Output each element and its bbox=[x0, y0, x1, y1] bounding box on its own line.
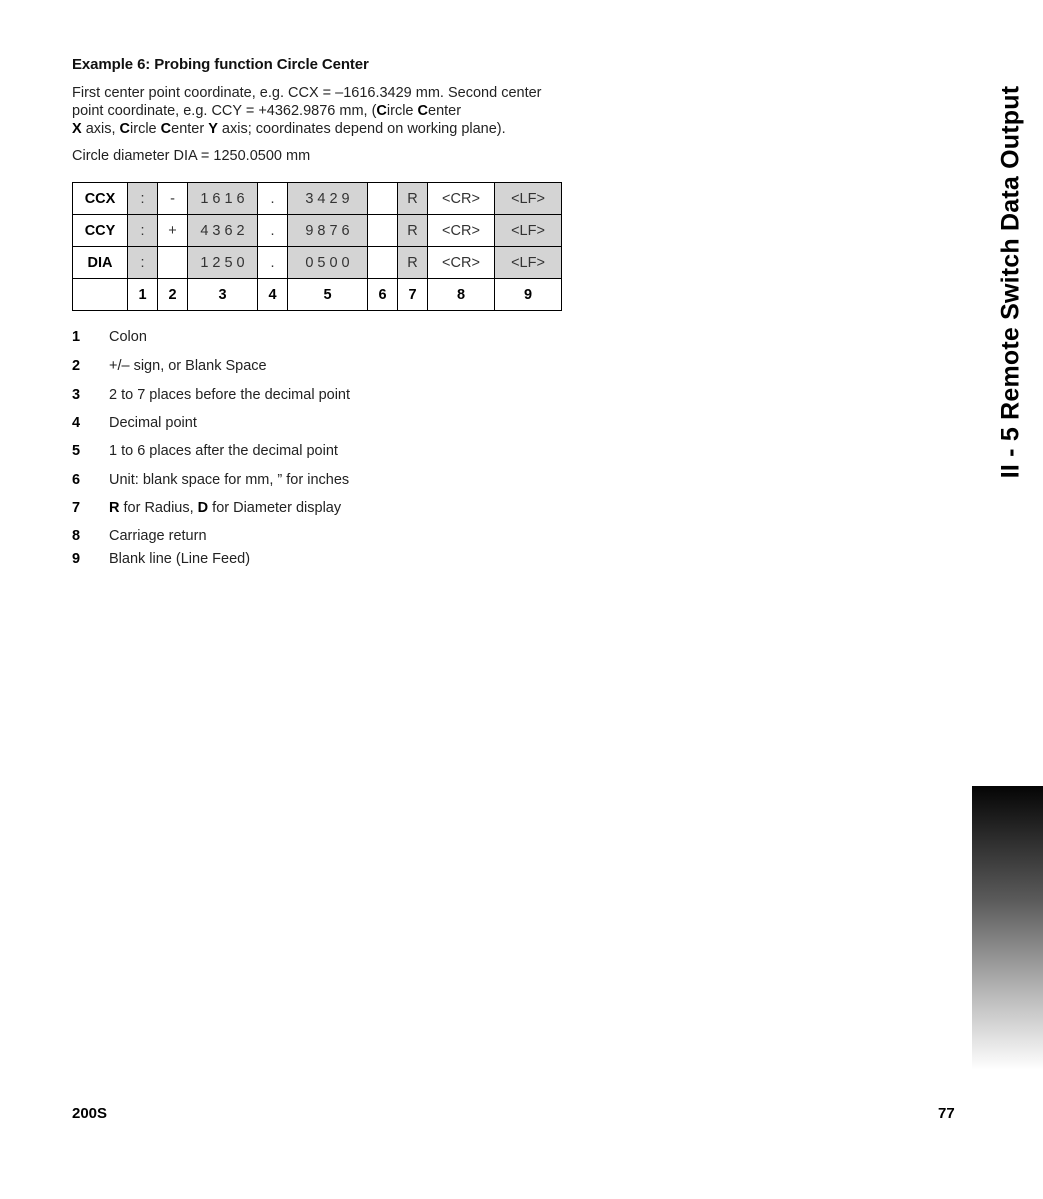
fraction-digits-cell: 0500 bbox=[288, 247, 368, 279]
row-label-cell: CCX bbox=[73, 183, 128, 215]
legend-text: Carriage return bbox=[109, 528, 207, 544]
legend-number: 8 bbox=[72, 528, 81, 544]
integer-digits-cell: 4362 bbox=[188, 215, 258, 247]
column-number: 8 bbox=[428, 279, 495, 311]
sign-cell: + bbox=[158, 215, 188, 247]
legend-text: Blank line (Line Feed) bbox=[109, 551, 251, 567]
column-number: 3 bbox=[188, 279, 258, 311]
table-row bbox=[73, 183, 562, 215]
row-label-cell: DIA bbox=[73, 247, 128, 279]
intro-bold-c3: C bbox=[119, 121, 131, 137]
legend-text: Colon bbox=[109, 329, 147, 345]
line-feed-cell: <LF> bbox=[495, 215, 562, 247]
column-number: 4 bbox=[258, 279, 288, 311]
legend-text: Decimal point bbox=[109, 415, 197, 431]
legend-number: 3 bbox=[72, 387, 81, 403]
column-number-row bbox=[73, 279, 562, 311]
intro-text-b: ircle bbox=[386, 103, 418, 119]
decimal-point-cell: . bbox=[258, 247, 288, 279]
decimal-point-cell: . bbox=[258, 183, 288, 215]
section-heading: Example 6: Probing function Circle Center bbox=[72, 56, 369, 73]
legend-bold-r: R bbox=[109, 500, 120, 516]
intro-text-e: ircle bbox=[130, 121, 161, 137]
legend-text: 1 to 6 places after the decimal point bbox=[109, 443, 338, 459]
intro-text-g: axis; coordinates depend on working plane). bbox=[217, 121, 506, 137]
legend-text-a: for Radius, bbox=[119, 500, 198, 516]
carriage-return-cell: <CR> bbox=[428, 247, 495, 279]
intro-text-f: enter bbox=[171, 121, 209, 137]
column-number: 9 bbox=[495, 279, 562, 311]
legend-text: +/– sign, or Blank Space bbox=[109, 358, 267, 374]
decimal-point-cell: . bbox=[258, 215, 288, 247]
legend-bold-d: D bbox=[197, 500, 209, 516]
legend-text: 2 to 7 places before the decimal point bbox=[109, 387, 351, 403]
integer-digits-cell: 1250 bbox=[188, 247, 258, 279]
intro-bold-c1: C bbox=[376, 103, 387, 119]
intro-text-a: First center point coordinate, e.g. CCX = –1616.3429 mm. Second center point coordinate, e.g. CCY = +4362.9876 mm, ( bbox=[72, 85, 542, 119]
output-format-table bbox=[72, 182, 562, 311]
legend-text: Unit: blank space for mm, ” for inches bbox=[109, 472, 350, 488]
legend-number: 5 bbox=[72, 443, 81, 459]
row-label-cell: CCY bbox=[73, 215, 128, 247]
column-number bbox=[73, 279, 128, 311]
chapter-side-title: II - 5 Remote Switch Data Output bbox=[996, 85, 1025, 479]
carriage-return-cell: <CR> bbox=[428, 215, 495, 247]
intro-paragraph bbox=[72, 84, 572, 138]
radius-diameter-cell: R bbox=[398, 215, 428, 247]
legend-number: 7 bbox=[72, 500, 81, 516]
legend-number: 4 bbox=[72, 415, 81, 431]
legend-text bbox=[109, 500, 341, 516]
intro-bold-c2: C bbox=[417, 103, 429, 119]
intro-text-c: enter bbox=[428, 103, 462, 119]
line-feed-cell: <LF> bbox=[495, 183, 562, 215]
radius-diameter-cell: R bbox=[398, 247, 428, 279]
column-number: 2 bbox=[158, 279, 188, 311]
legend-number: 2 bbox=[72, 358, 81, 374]
column-number: 6 bbox=[368, 279, 398, 311]
sign-cell: - bbox=[158, 183, 188, 215]
legend-number: 1 bbox=[72, 329, 81, 345]
colon-cell: : bbox=[128, 247, 158, 279]
intro-bold-y: Y bbox=[208, 121, 218, 137]
sign-cell bbox=[158, 247, 188, 279]
legend-number: 6 bbox=[72, 472, 81, 488]
colon-cell: : bbox=[128, 215, 158, 247]
carriage-return-cell: <CR> bbox=[428, 183, 495, 215]
line-feed-cell: <LF> bbox=[495, 247, 562, 279]
table-row bbox=[73, 215, 562, 247]
footer-page-number: 77 bbox=[938, 1105, 955, 1122]
diameter-paragraph: Circle diameter DIA = 1250.0500 mm bbox=[72, 148, 311, 164]
column-number: 1 bbox=[128, 279, 158, 311]
unit-cell bbox=[368, 215, 398, 247]
intro-bold-x: X bbox=[72, 121, 82, 137]
integer-digits-cell: 1616 bbox=[188, 183, 258, 215]
footer-product-name: 200S bbox=[72, 1105, 108, 1122]
legend-text-b: for Diameter display bbox=[208, 500, 342, 516]
column-number: 7 bbox=[398, 279, 428, 311]
intro-bold-c4: C bbox=[160, 121, 172, 137]
colon-cell: : bbox=[128, 183, 158, 215]
intro-text-d: axis, bbox=[81, 121, 120, 137]
fraction-digits-cell: 3429 bbox=[288, 183, 368, 215]
chapter-tab-marker bbox=[972, 786, 1043, 1070]
fraction-digits-cell: 9876 bbox=[288, 215, 368, 247]
column-number: 5 bbox=[288, 279, 368, 311]
table-row bbox=[73, 247, 562, 279]
unit-cell bbox=[368, 247, 398, 279]
legend-number: 9 bbox=[72, 551, 81, 567]
radius-diameter-cell: R bbox=[398, 183, 428, 215]
unit-cell bbox=[368, 183, 398, 215]
